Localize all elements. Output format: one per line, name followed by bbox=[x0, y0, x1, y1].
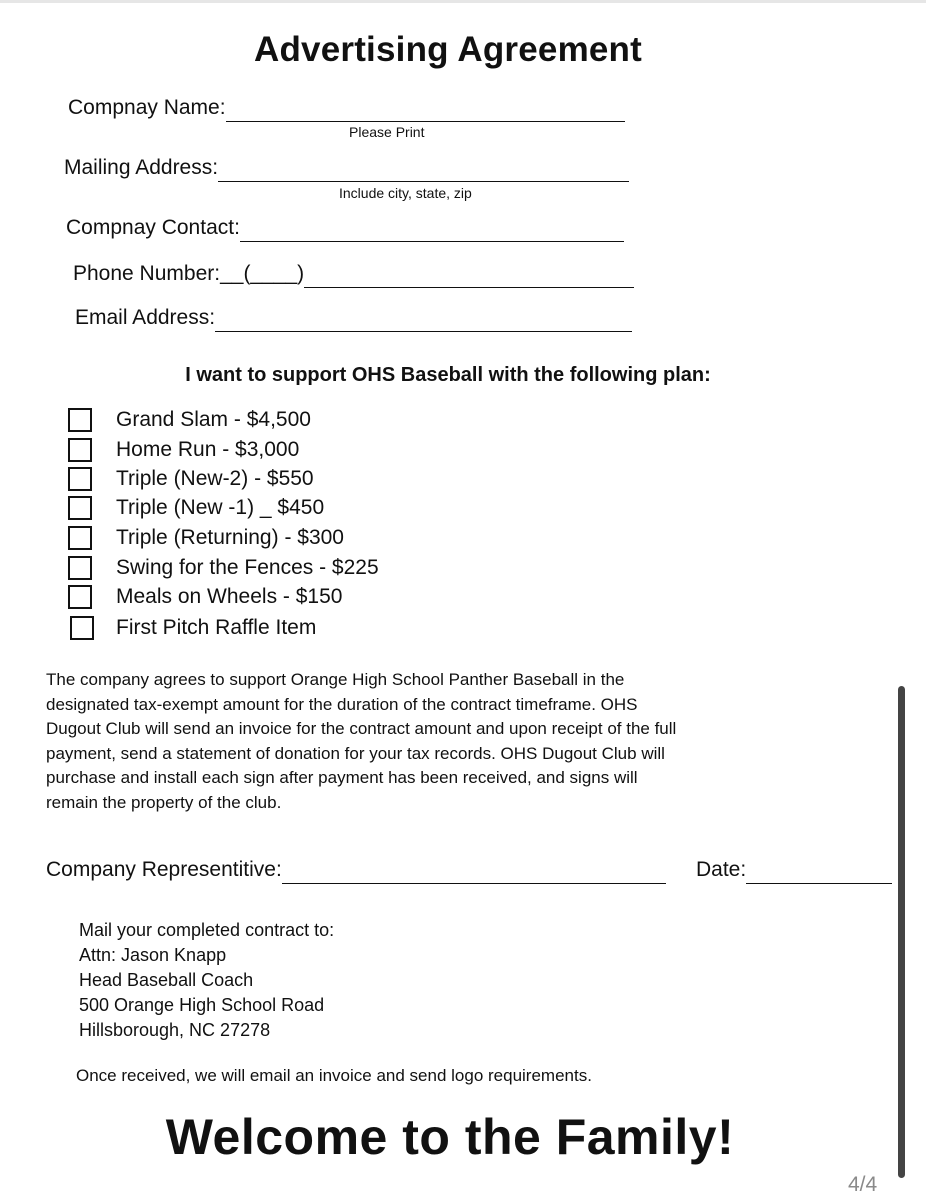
plan-option[interactable] bbox=[68, 408, 311, 432]
checkbox[interactable] bbox=[68, 526, 92, 550]
scrollbar[interactable] bbox=[898, 686, 905, 1178]
mailing-address-field bbox=[64, 156, 629, 182]
agreement-line: remain the property of the club. bbox=[46, 792, 282, 812]
top-border bbox=[0, 0, 926, 3]
plan-option-label: First Pitch Raffle Item bbox=[116, 616, 317, 639]
company-contact-line[interactable] bbox=[240, 217, 624, 242]
agreement-line: purchase and install each sign after payment has been received, and signs will bbox=[46, 768, 638, 787]
mailing-address-label: Mailing Address: bbox=[64, 156, 219, 179]
checkbox[interactable] bbox=[68, 467, 92, 491]
company-contact-field bbox=[66, 216, 624, 242]
phone-number-line[interactable] bbox=[304, 263, 634, 288]
mail-to-line: Head Baseball Coach bbox=[79, 970, 254, 990]
agreement-line: payment, send a statement of donation for your tax records. OHS Dugout Club will bbox=[46, 743, 665, 763]
checkbox[interactable] bbox=[68, 408, 92, 432]
company-contact-label: Compnay Contact: bbox=[66, 216, 240, 239]
checkbox[interactable] bbox=[70, 616, 94, 640]
company-name-field bbox=[68, 96, 625, 122]
date-field bbox=[696, 858, 892, 884]
plan-option-label: Meals on Wheels - $150 bbox=[116, 585, 343, 608]
checkbox[interactable] bbox=[68, 556, 92, 580]
email-address-label: Email Address: bbox=[75, 306, 216, 329]
checkbox[interactable] bbox=[68, 438, 92, 462]
plan-option[interactable] bbox=[68, 496, 324, 520]
agreement-line: The company agrees to support Orange High School Panther Baseball in the bbox=[46, 670, 625, 689]
company-name-label: Compnay Name: bbox=[68, 96, 226, 119]
page-indicator: 4/4 bbox=[848, 1173, 878, 1196]
email-address-field bbox=[75, 306, 632, 332]
agreement-line: designated tax-exempt amount for the duration of the contract timeframe. OHS bbox=[46, 694, 638, 714]
plan-option[interactable] bbox=[68, 526, 344, 550]
date-label: Date: bbox=[696, 858, 747, 881]
plan-option-label: Triple (Returning) - $300 bbox=[116, 526, 344, 549]
representative-field bbox=[46, 858, 666, 884]
plan-option-label: Swing for the Fences - $225 bbox=[116, 556, 379, 579]
plan-option[interactable] bbox=[68, 438, 299, 462]
mailing-address-hint: Include city, state, zip bbox=[339, 185, 472, 201]
plan-option-label: Triple (New -1) _ $450 bbox=[116, 496, 325, 519]
plan-option[interactable] bbox=[68, 467, 314, 491]
representative-label: Company Representitive: bbox=[46, 858, 282, 881]
agreement-paragraph bbox=[46, 668, 806, 815]
mail-to-line: Hillsborough, NC 27278 bbox=[79, 1020, 271, 1040]
plan-heading: I want to support OHS Baseball with the following plan: bbox=[185, 364, 711, 386]
mail-to-block bbox=[79, 918, 334, 1043]
page-title: Advertising Agreement bbox=[254, 30, 642, 69]
plan-option[interactable] bbox=[70, 616, 316, 640]
agreement-line: Dugout Club will send an invoice for the contract amount and upon receipt of the full bbox=[46, 719, 677, 738]
checkbox[interactable] bbox=[68, 496, 92, 520]
company-name-line[interactable] bbox=[226, 97, 625, 122]
phone-number-field bbox=[73, 262, 634, 288]
phone-number-label: Phone Number:__(____) bbox=[73, 262, 305, 285]
checkbox[interactable] bbox=[68, 585, 92, 609]
mailing-address-line[interactable] bbox=[218, 157, 629, 182]
mail-to-line: 500 Orange High School Road bbox=[79, 995, 325, 1015]
company-name-hint: Please Print bbox=[349, 124, 425, 140]
once-received-note: Once received, we will email an invoice and send logo requirements. bbox=[76, 1066, 592, 1085]
mail-to-line: Mail your completed contract to: bbox=[79, 920, 335, 940]
plan-option-label: Triple (New-2) - $550 bbox=[116, 467, 314, 490]
mail-to-line: Attn: Jason Knapp bbox=[79, 945, 227, 965]
plan-option-label: Grand Slam - $4,500 bbox=[116, 408, 311, 431]
email-address-line[interactable] bbox=[215, 307, 632, 332]
plan-option[interactable] bbox=[68, 585, 342, 609]
representative-line[interactable] bbox=[282, 859, 666, 884]
plan-option-label: Home Run - $3,000 bbox=[116, 438, 300, 461]
plan-option[interactable] bbox=[68, 556, 379, 580]
date-line[interactable] bbox=[746, 859, 892, 884]
welcome-banner: Welcome to the Family! bbox=[165, 1109, 735, 1165]
